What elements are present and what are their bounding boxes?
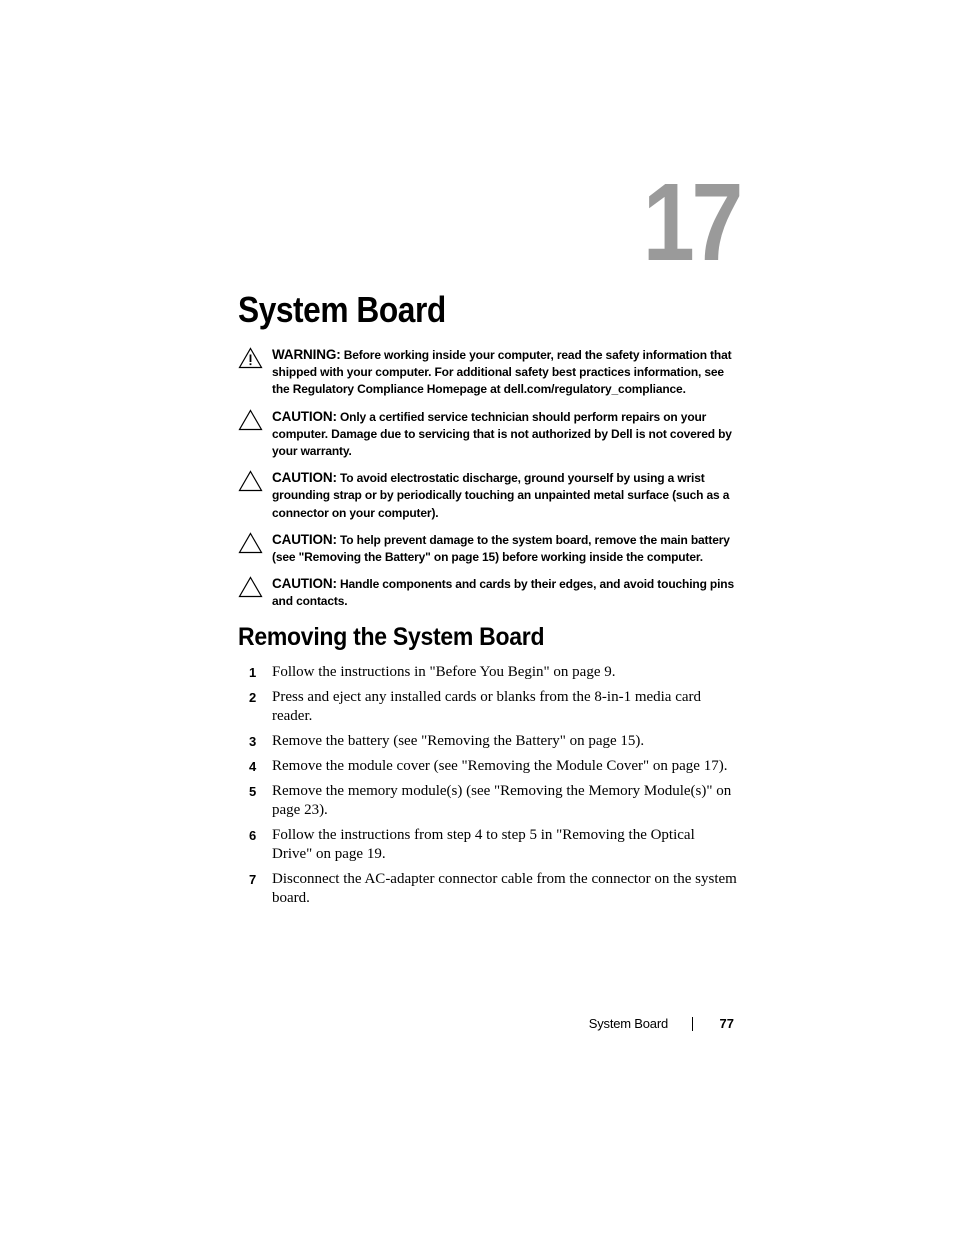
caution-notice [238,575,738,610]
page-number: 77 [719,1016,734,1031]
caution-notice [238,531,738,566]
caution-notice [238,408,738,461]
step-text: Remove the battery (see "Removing the Battery" on page 15). [272,733,645,749]
notice-label: CAUTION: [272,576,337,592]
step-number: 6 [249,828,257,843]
footer-divider [692,1017,693,1031]
notice-label: CAUTION: [272,408,337,424]
list-item [238,732,738,751]
list-item [238,826,738,864]
chapter-number: 17 [642,161,740,284]
list-item [238,663,738,682]
step-number: 1 [249,665,257,680]
step-text: Follow the instructions from step 4 to step 5 in "Removing the Optical Drive" on page 19. [272,827,695,862]
step-number: 2 [249,690,257,705]
caution-notice [238,469,738,522]
notice-list [238,346,738,620]
warning-notice [238,346,738,399]
list-item [238,688,738,726]
notice-label: CAUTION: [272,470,337,486]
caution-triangle-icon [238,532,263,554]
page-title: System Board [238,289,446,330]
warning-triangle-icon [238,347,263,369]
step-text: Remove the memory module(s) (see "Removing the Memory Module(s)" on page 23). [272,783,732,818]
section-heading: Removing the System Board [238,623,545,651]
step-list [238,663,738,914]
notice-text: To avoid electrostatic discharge, ground yourself by using a wrist grounding strap or by periodically touching an unpainted metal surface (such as a connector on your computer). [272,471,730,520]
notice-label: WARNING: [272,347,341,362]
step-text: Disconnect the AC-adapter connector cable from the connector on the system board. [272,871,737,906]
list-item [238,782,738,820]
step-text: Follow the instructions in "Before You Begin" on page 9. [272,664,616,680]
step-number: 4 [249,759,257,774]
page-footer [560,1015,736,1035]
notice-text: To help prevent damage to the system board, remove the main battery (see "Removing the Battery" on page 15) before working inside the computer. [272,532,730,565]
step-text: Remove the module cover (see "Removing the Module Cover" on page 17). [272,758,728,774]
step-number: 5 [249,784,257,799]
notice-text: Before working inside your computer, read the safety information that shipped with your computer. For additional safety best practices information, see the Regulatory Compliance Homepage at dell.com/regulatory_compliance. [272,348,732,397]
caution-triangle-icon [238,409,263,431]
step-number: 3 [249,734,257,749]
notice-label: CAUTION: [272,531,337,547]
step-text: Press and eject any installed cards or blanks from the 8-in-1 media card reader. [272,689,702,724]
step-number: 7 [249,872,257,887]
notice-text: Handle components and cards by their edges, and avoid touching pins and contacts. [272,577,734,609]
footer-title: System Board [588,1016,668,1031]
caution-triangle-icon [238,576,263,598]
caution-triangle-icon [238,470,263,492]
list-item [238,757,738,776]
notice-text: Only a certified service technician should perform repairs on your computer. Damage due to servicing that is not authorized by Dell is not covered by your warranty. [272,409,732,459]
list-item [238,870,738,908]
